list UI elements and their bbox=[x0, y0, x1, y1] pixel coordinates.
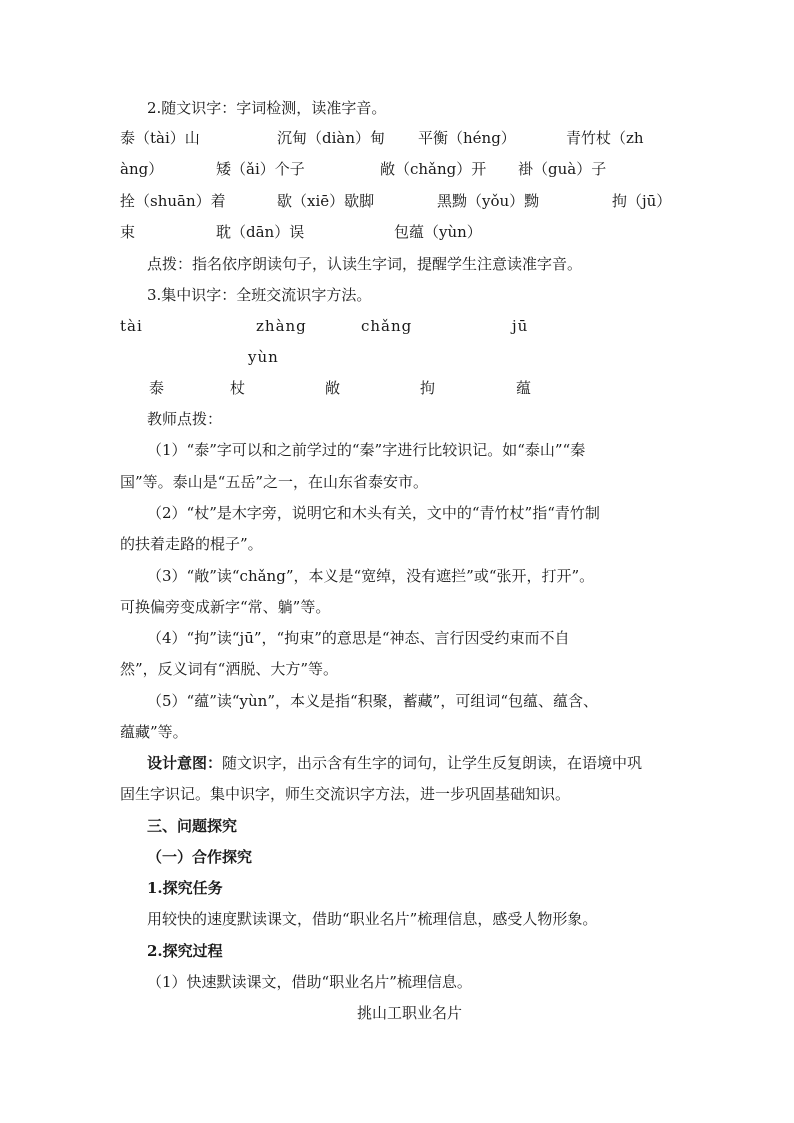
study-character: 杖 bbox=[230, 379, 246, 397]
design-intent-label: 设计意图： bbox=[147, 754, 223, 772]
study-character: 敞 bbox=[325, 379, 341, 397]
study-character: 蕴 bbox=[516, 379, 532, 397]
note-line: 蕴藏”等。 bbox=[120, 723, 188, 741]
task-text: 用较快的速度默读课文，借助“职业名片”梳理信息，感受人物形象。 bbox=[147, 910, 598, 928]
pinyin-label: yùn bbox=[248, 348, 279, 366]
pinyin-label: chǎng bbox=[361, 317, 413, 335]
study-character: 拘 bbox=[420, 379, 436, 397]
vocab-word: 沉甸（diàn）甸 bbox=[277, 129, 386, 147]
design-intent-continuation: 固生字识记。集中识字，师生交流识字方法，进一步巩固基础知识。 bbox=[120, 785, 571, 803]
vocab-word: 敞（chǎng）开 bbox=[380, 160, 487, 178]
note-line: 的扶着走路的棍子”。 bbox=[120, 535, 263, 553]
vocab-word: àng） bbox=[120, 160, 164, 178]
teacher-guidance-label: 教师点拨： bbox=[147, 410, 223, 428]
pinyin-label: tài bbox=[120, 317, 143, 335]
card-title: 挑山工职业名片 bbox=[357, 1004, 463, 1022]
vocab-word: 歇（xiē）歇脚 bbox=[277, 192, 375, 210]
vocab-word: 包蕴（yùn） bbox=[394, 223, 482, 241]
note-line: （4）“拘”读“jū”，“拘束”的意思是“神态、言行因受约束而不自 bbox=[147, 629, 570, 647]
section-title-character-study: 3.集中识字：全班交流识字方法。 bbox=[147, 286, 372, 304]
note-line: （2）“杖”是木字旁，说明它和木头有关，文中的“青竹杖”指“青竹制 bbox=[147, 504, 600, 522]
teacher-tip: 点拨：指名依序朗读句子，认读生字词，提醒学生注意读准字音。 bbox=[147, 255, 583, 273]
subsection-heading: （一）合作探究 bbox=[147, 848, 253, 866]
vocab-word: 束 bbox=[120, 223, 136, 241]
process-step: （1）快速默读课文，借助“职业名片”梳理信息。 bbox=[147, 973, 472, 991]
vocab-word: 褂（guà）子 bbox=[518, 160, 607, 178]
note-line: （1）“泰”字可以和之前学过的“秦”字进行比较识记。如“泰山”“秦 bbox=[147, 441, 586, 459]
vocab-word: 泰（tài）山 bbox=[120, 129, 200, 147]
note-line: 然”，反义词有“洒脱、大方”等。 bbox=[120, 660, 339, 678]
section-title-reading-check: 2.随文识字：字词检测，读准字音。 bbox=[147, 99, 387, 117]
design-intent-text: 随文识字，出示含有生字的词句，让学生反复朗读，在语境中巩 bbox=[222, 754, 643, 772]
process-title: 2.探究过程 bbox=[147, 942, 223, 960]
design-intent bbox=[147, 753, 642, 773]
note-line: （3）“敞”读“chǎng”，本义是“宽绰，没有遮拦”或“张开，打开”。 bbox=[147, 567, 595, 585]
vocab-word: 青竹杖（zh bbox=[566, 129, 644, 147]
vocab-word: 平衡（héng） bbox=[418, 129, 516, 147]
study-character: 泰 bbox=[149, 379, 165, 397]
vocab-word: 耽（dān）误 bbox=[216, 223, 305, 241]
vocab-word: 黑黝（yǒu）黝 bbox=[437, 192, 540, 210]
note-line: 可换偏旁变成新字“常、躺”等。 bbox=[120, 598, 331, 616]
pinyin-label: zhàng bbox=[256, 317, 307, 335]
pinyin-label: jū bbox=[512, 317, 529, 335]
note-line: 国”等。泰山是“五岳”之一，在山东省泰安市。 bbox=[120, 473, 429, 491]
task-title: 1.探究任务 bbox=[147, 879, 223, 897]
vocab-word: 拴（shuān）着 bbox=[120, 192, 226, 210]
part-heading: 三、问题探究 bbox=[147, 817, 238, 835]
note-line: （5）“蕴”读“yùn”，本义是指“积聚，蓄藏”，可组词“包蕴、蕴含、 bbox=[147, 692, 599, 710]
vocab-word: 拘（jū） bbox=[612, 192, 672, 210]
vocab-word: 矮（ǎi）个子 bbox=[216, 160, 305, 178]
